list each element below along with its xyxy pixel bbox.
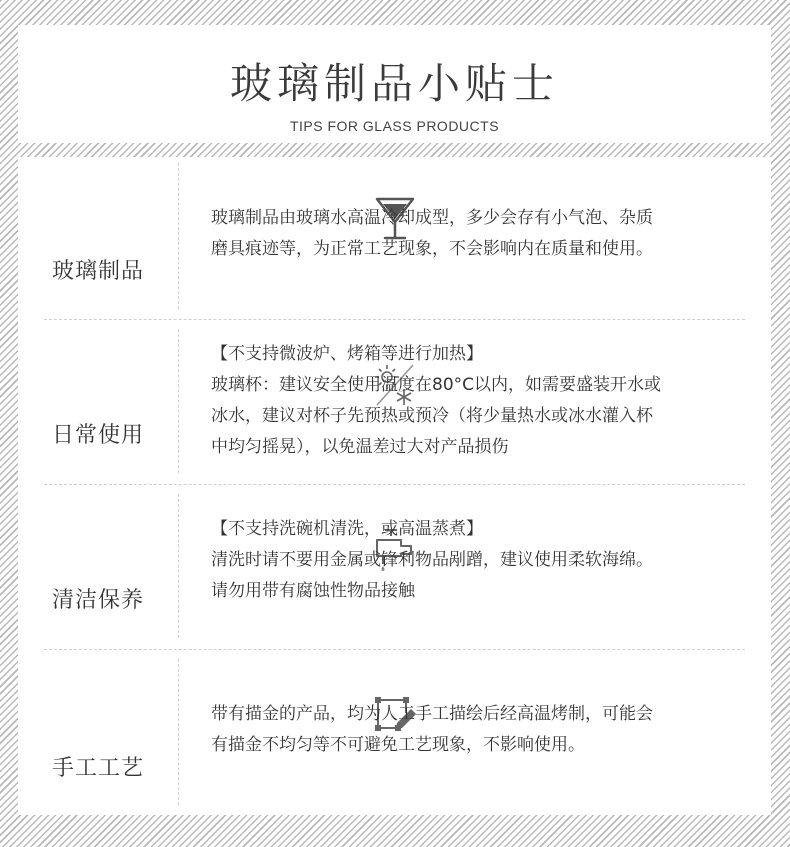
text-line: 有描金不均匀等不可避免工艺现象，不影响使用。 [211,735,585,755]
divider-vertical [178,494,179,638]
page-subtitle: TIPS FOR GLASS PRODUCTS [289,118,500,134]
category-label: 清洁保养 [51,588,144,613]
category-label: 手工工艺 [51,756,144,781]
section-text [211,203,751,265]
text-line: 请勿用带有腐蚀性物品接触 [211,581,415,601]
divider-vertical [178,163,179,309]
text-line: 中均匀摇晃），以免温差过大对产品损伤 [211,437,509,457]
text-line: 带有描金的产品，均为人工手工描绘后经高温烤制，可能会 [211,704,653,724]
section-daily-use [18,323,771,483]
divider-vertical [178,329,179,473]
section-text [211,699,751,761]
text-line: 玻璃制品由玻璃水高温冷却成型，多少会存有小气泡、杂质 [211,208,653,228]
tips-panel [18,157,771,815]
header [18,25,771,143]
text-line: 冰水，建议对杯子先预热或预冷（将少量热水或冰水灌入杯 [211,406,653,426]
section-text [211,339,751,463]
page-title: 玻璃制品小贴士 [229,59,559,108]
section-glass-products [18,157,771,319]
text-line: 【不支持洗碗机清洗，或高温蒸煮】 [211,519,483,539]
text-line: 清洗时请不要用金属或锋利物品剐蹭，建议使用柔软海绵。 [211,550,653,570]
section-handcraft [18,653,771,815]
section-text [211,514,751,607]
text-line: 【不支持微波炉、烤箱等进行加热】 [211,344,483,364]
divider-vertical [178,659,179,805]
category-label: 玻璃制品 [51,259,144,284]
divider-horizontal [44,649,745,650]
text-line: 磨具痕迹等，为正常工艺现象，不会影响内在质量和使用。 [211,239,653,259]
divider-horizontal [44,484,745,485]
section-cleaning [18,488,771,648]
text-line: 玻璃杯：建议安全使用温度在80°C以内，如需要盛装开水或 [211,375,662,395]
category-label: 日常使用 [51,423,144,448]
divider-horizontal [44,319,745,320]
